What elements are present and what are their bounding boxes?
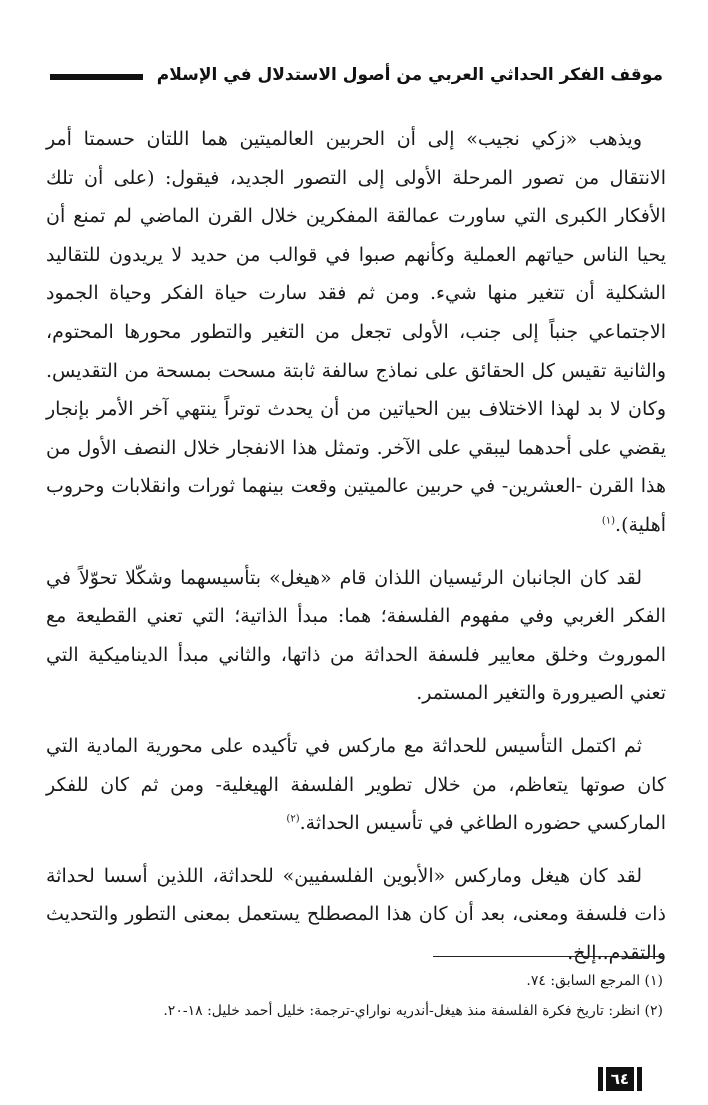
running-header bbox=[50, 58, 663, 92]
page-number-bar bbox=[598, 1067, 603, 1091]
footnote: (٢) انظر: تاريخ فكرة الفلسفة منذ هيغل-أندريه نواراي-ترجمة: خليل أحمد خليل: ١٨-٢٠. bbox=[163, 1003, 663, 1019]
footnotes bbox=[43, 966, 663, 1026]
paragraph bbox=[46, 559, 666, 713]
footnote: (١) المرجع السابق: ٧٤. bbox=[526, 973, 663, 989]
footnote-ref: (٢) bbox=[286, 813, 300, 825]
page-number-label: ٦٤ bbox=[606, 1067, 634, 1091]
paragraph-text: ثم اكتمل التأسيس للحداثة مع ماركس في تأكيده على محورية المادية التي كان صوتها يتعاظم، من خلال تطوير الفلسفة الهيغلية- ومن ثم كان للفكر الماركسي حضوره الطاغي في تأسيس الحداثة. bbox=[46, 734, 666, 835]
header-title: موقف الفكر الحداثي العربي من أصول الاستدلال في الإسلام bbox=[156, 65, 663, 85]
footnote-ref: (١) bbox=[601, 515, 616, 527]
paragraph-text: لقد كان الجانبان الرئيسيان اللذان قام «هيغل» بتأسيسهما وشكّلا تحوّلاً في الفكر الغربي وفي مفهوم الفلسفة؛ هما: مبدأ الذاتية؛ التي تعني القطيعة مع الموروث وخلق معايير فلسفة الحداثة من ذاتها، والثاني مبدأ الديناميكية التي تعني الصيرورة والتغير المستمر. bbox=[46, 566, 666, 705]
header-rule bbox=[50, 74, 143, 80]
page-number bbox=[598, 1067, 642, 1091]
body-text bbox=[46, 120, 666, 986]
paragraph-text: لقد كان هيغل وماركس «الأبوين الفلسفيين» للحداثة، اللذين أسسا لحداثة ذات فلسفة ومعنى، بعد أن كان هذا المصطلح يستعمل بمعنى التطور والتحديث والتقدم..إلخ. bbox=[46, 864, 666, 964]
paragraph-text: ويذهب «زكي نجيب» إلى أن الحربين العالميتين هما اللتان حسمتا أمر الانتقال من تصور المرحلة الأولى إلى التصور الجديد، فيقول: (على أن تلك الأفكار الكبرى التي ساورت عمالقة المفكرين خلال القرن الماضي لم تمنع أن يحيا الناس حياتهم العملية وكأنهم صبوا في قوالب من حديد لا يريدون للتقاليد الشكلية أن تتغير منها شيء. ومن ثم فقد سارت حياة الفكر وحياة الجمود الاجتماعي جنباً إلى جنب، الأولى تجعل من التغير والتطور محورها المحتوم، والثانية تقيس كل الحقائق على نماذج سالفة ثابتة مسحت بمسحة من التقديس. وكان لا بد لهذا الاختلاف بين الحياتين من أن يحدث توتراً ينتهي آخر الأمر بإنجار يقضي على أحدهما ليبقي على الآخر. وتمثل هذا الانفجار خلال النصف الأول من هذا القرن -العشرين- في حربين عالميتين وقعت بينهما ثورات وانقلابات وحروب أهلية). bbox=[46, 128, 666, 536]
paragraph bbox=[46, 120, 666, 545]
page-number-bar bbox=[637, 1067, 642, 1091]
footnote-separator bbox=[433, 956, 663, 957]
paragraph bbox=[46, 727, 666, 843]
